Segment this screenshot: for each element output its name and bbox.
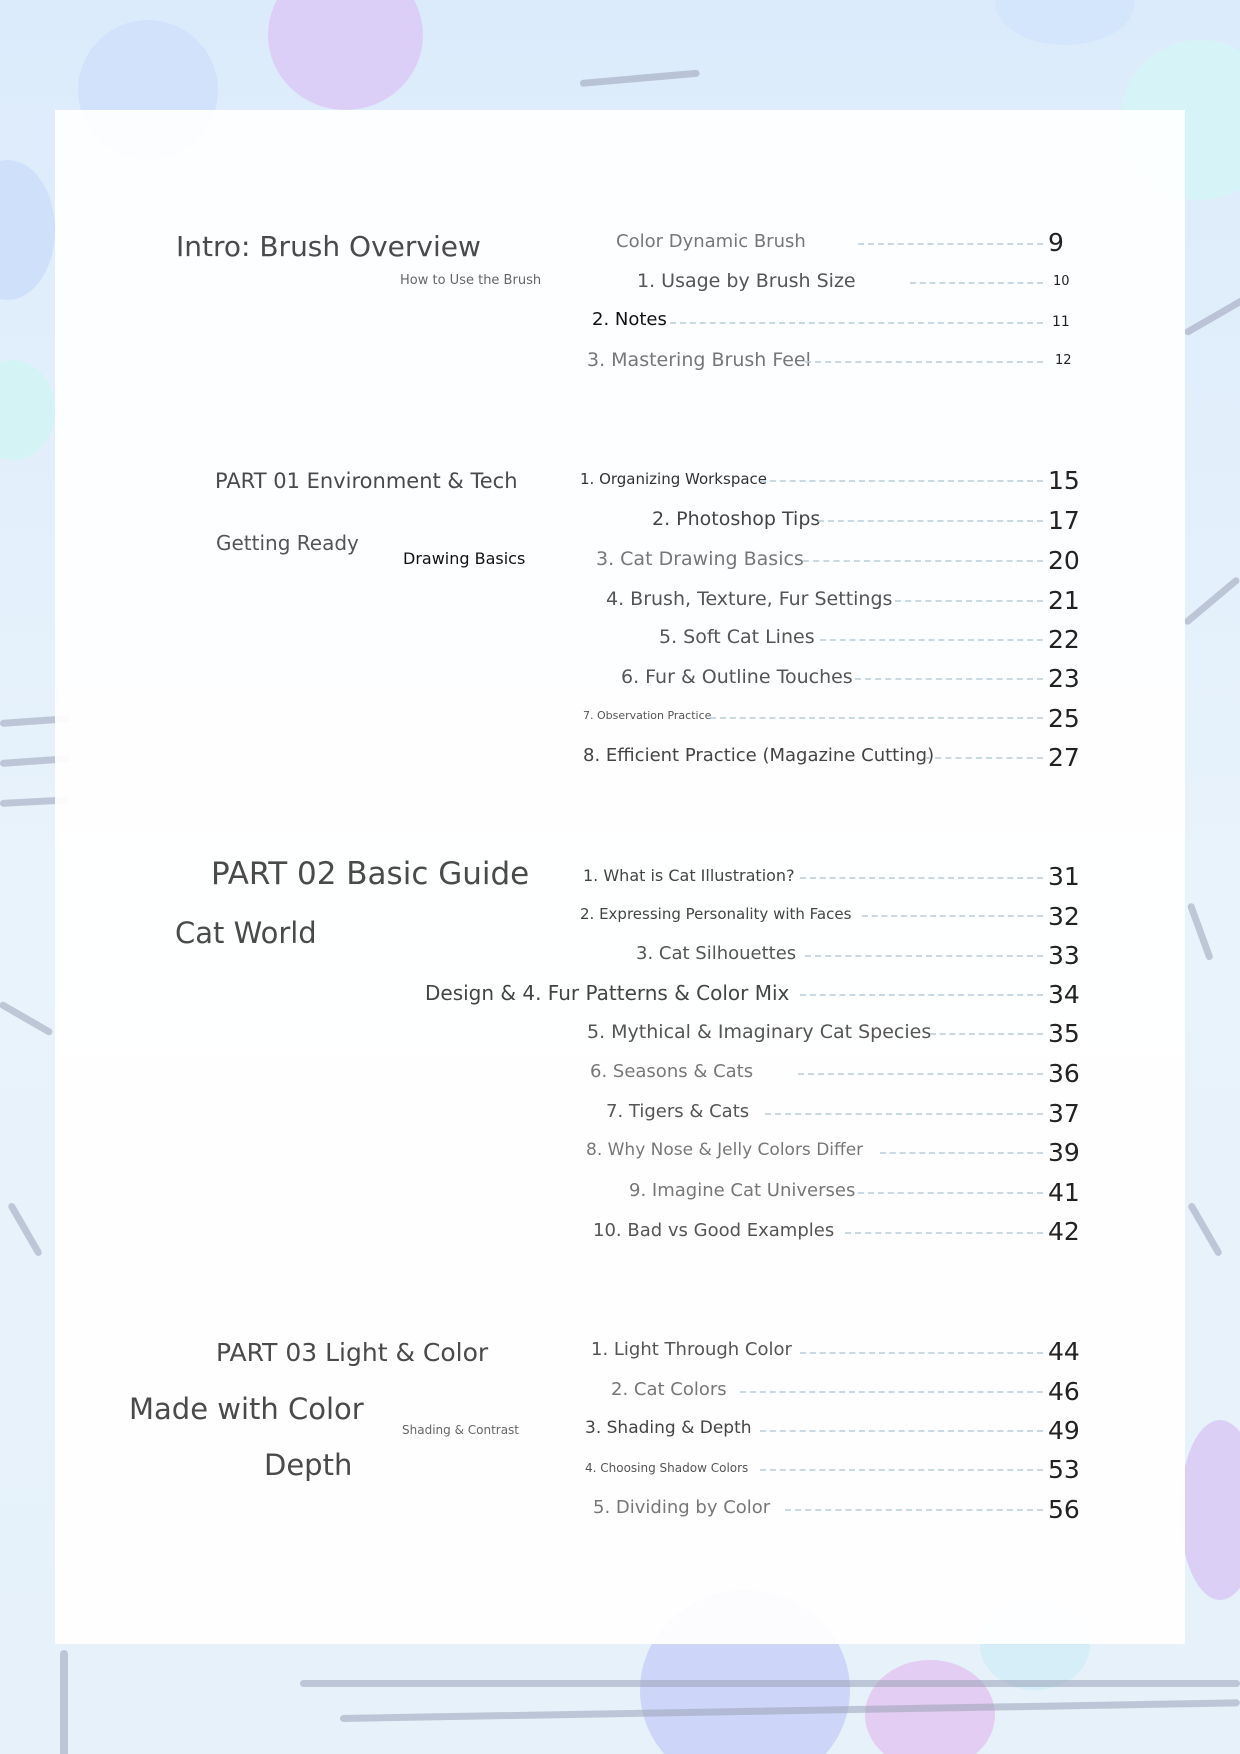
toc-entry-label: 7. Observation Practice [583,709,712,722]
toc-entry-page: 34 [1048,980,1080,1009]
dot-leader [845,1232,1043,1234]
dot-leader [820,639,1043,641]
toc-entry-page: 32 [1048,902,1080,931]
toc-entry-label: 2. Notes [592,309,667,330]
toc-entry-page: 41 [1048,1178,1080,1207]
toc-entry-label: 8. Efficient Practice (Magazine Cutting) [583,745,935,766]
section-heading: PART 01 Environment & Tech [215,469,518,493]
toc-entry-label: 6. Fur & Outline Touches [621,666,853,688]
toc-entry-page: 56 [1048,1495,1080,1524]
dot-leader [910,282,1043,284]
dot-leader [670,322,1043,324]
dot-leader [798,1073,1043,1075]
dot-leader [760,1430,1043,1432]
dot-leader [803,560,1043,562]
toc-entry-page: 11 [1052,314,1070,330]
toc-entry-label: 1. Organizing Workspace [580,470,768,488]
dot-leader [925,757,1043,759]
dot-leader [710,717,1043,719]
toc-entry-label: 1. Light Through Color [591,1339,792,1360]
toc-entry-label: 5. Dividing by Color [593,1497,771,1518]
dot-leader [855,678,1043,680]
toc-entry-label: 4. Choosing Shadow Colors [585,1461,749,1475]
dot-leader [858,1192,1043,1194]
toc-entry-page: 37 [1048,1099,1080,1128]
toc-entry-label: 3. Mastering Brush Feel [587,349,811,371]
section-heading: PART 03 Light & Color [216,1338,489,1367]
section-subheading: How to Use the Brush [400,273,542,288]
toc-entry-label: 1. What is Cat Illustration? [583,866,795,885]
dot-leader [895,600,1043,602]
toc-entry-page: 39 [1048,1138,1080,1167]
dot-leader [785,1509,1043,1511]
toc-entry-page: 27 [1048,743,1080,772]
toc-entry-page: 22 [1048,625,1080,654]
toc-entry-label: 7. Tigers & Cats [606,1101,750,1122]
dot-leader [858,243,1043,245]
toc-entry-label: 10. Bad vs Good Examples [593,1220,835,1241]
section-subheading: Getting Ready [216,531,359,555]
section-subheading: Made with Color [129,1392,364,1426]
toc-entry-label: 9. Imagine Cat Universes [629,1180,856,1201]
section-subheading-secondary: Drawing Basics [403,549,526,568]
toc-entry-page: 17 [1048,506,1080,535]
toc-entry-page: 10 [1053,274,1070,289]
dot-leader [800,1352,1043,1354]
toc-entry-page: 31 [1048,862,1080,891]
toc-entry-page: 15 [1048,466,1080,495]
dot-leader [818,520,1043,522]
section-subheading-secondary: Depth [264,1448,353,1482]
dot-leader [760,1469,1043,1471]
section-heading: Intro: Brush Overview [176,230,481,263]
section-heading: PART 02 Basic Guide [211,856,530,892]
toc-entry-label: Color Dynamic Brush [616,231,806,252]
toc-entry-page: 21 [1048,586,1080,615]
toc-entry-label: 6. Seasons & Cats [590,1061,754,1082]
toc-entry-page: 23 [1048,664,1080,693]
dot-leader [930,1033,1043,1035]
toc-entry-page: 36 [1048,1059,1080,1088]
dot-leader [760,480,1043,482]
toc-entry-page: 33 [1048,941,1080,970]
dot-leader [805,955,1043,957]
toc-entry-page: 25 [1048,704,1080,733]
dot-leader [740,1391,1043,1393]
toc-entry-page: 20 [1048,546,1080,575]
toc-entry-label: 2. Expressing Personality with Faces [580,905,852,923]
dot-leader [805,361,1043,363]
section-subheading: Cat World [175,916,317,950]
toc-entry-label: 2. Photoshop Tips [652,508,821,530]
section-subheading-tertiary: Shading & Contrast [402,1423,520,1437]
toc-entry-label: Design & 4. Fur Patterns & Color Mix [425,981,790,1005]
dot-leader [800,877,1043,879]
dot-leader [765,1113,1043,1115]
toc-entry-label: 3. Cat Drawing Basics [596,548,804,570]
toc-entry-label: 5. Soft Cat Lines [659,626,815,648]
toc-entry-page: 12 [1055,353,1072,368]
toc-entry-label: 3. Cat Silhouettes [636,943,797,964]
toc-entry-page: 44 [1048,1337,1080,1366]
dot-leader [800,994,1043,996]
toc-entry-page: 9 [1048,228,1064,257]
toc-entry-page: 49 [1048,1416,1080,1445]
toc-entry-page: 53 [1048,1455,1080,1484]
toc-entry-page: 46 [1048,1377,1080,1406]
dot-leader [880,1152,1043,1154]
dot-leader [862,915,1043,917]
toc-entry-page: 42 [1048,1217,1080,1246]
toc-entry-label: 8. Why Nose & Jelly Colors Differ [586,1140,864,1160]
toc-entry-label: 2. Cat Colors [611,1379,727,1400]
toc-entry-label: 4. Brush, Texture, Fur Settings [606,588,893,610]
toc-entry-label: 1. Usage by Brush Size [637,270,856,292]
toc-entry-label: 5. Mythical & Imaginary Cat Species [587,1021,932,1043]
toc-entry-page: 35 [1048,1019,1080,1048]
toc-entry-label: 3. Shading & Depth [585,1418,752,1438]
